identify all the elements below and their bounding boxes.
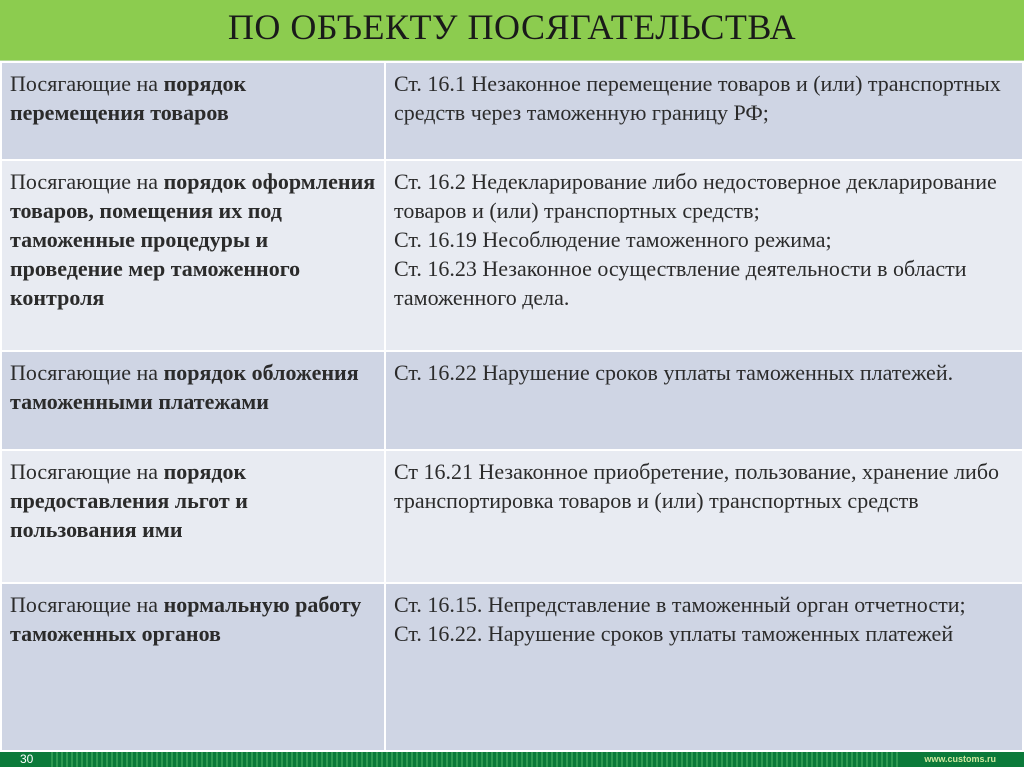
article-line: Ст. 16.22. Нарушение сроков уплаты таможенных платежей (394, 621, 954, 646)
slide-title: ПО ОБЪЕКТУ ПОСЯГАТЕЛЬСТВА (227, 7, 797, 47)
article-line: Ст. 16.22 Нарушение сроков уплаты таможенных платежей. (394, 360, 954, 385)
offense-table (0, 61, 1024, 752)
article-line: Ст 16.21 Незаконное приобретение, пользование, хранение либо транспортировка товаров и (или) транспортных средств (394, 459, 1000, 513)
object-bold: нормальную работу таможенных органов (10, 592, 362, 646)
object-bold: порядок обложения таможенными платежами (10, 360, 359, 414)
footer-stripe (48, 752, 900, 767)
object-cell (1, 450, 385, 583)
object-prefix: Посягающие на (10, 71, 164, 96)
object-bold: порядок предоставления льгот и пользования ими (10, 459, 248, 542)
articles-cell (385, 351, 1023, 450)
table-row (1, 351, 1023, 450)
articles-cell (385, 583, 1023, 751)
object-bold: порядок перемещения товаров (10, 71, 247, 125)
table-row (1, 160, 1023, 351)
articles-cell (385, 62, 1023, 160)
page-number: 30 (20, 752, 34, 766)
object-cell (1, 160, 385, 351)
object-prefix: Посягающие на (10, 169, 164, 194)
title-bar (0, 0, 1024, 61)
object-cell (1, 583, 385, 751)
object-prefix: Посягающие на (10, 360, 164, 385)
object-cell (1, 62, 385, 160)
article-line: Ст. 16.23 Незаконное осуществление деятельности в области таможенного дела. (394, 256, 967, 310)
table-row (1, 450, 1023, 583)
object-cell (1, 351, 385, 450)
article-line: Ст. 16.2 Недекларирование либо недостоверное декларирование товаров и (или) транспортных средств; (394, 169, 997, 223)
article-line: Ст. 16.1 Незаконное перемещение товаров и (или) транспортных средств через таможенную границу РФ; (394, 71, 1001, 125)
object-prefix: Посягающие на (10, 592, 164, 617)
article-line: Ст. 16.15. Непредставление в таможенный орган отчетности; (394, 592, 966, 617)
site-link[interactable]: www.customs.ru (924, 754, 996, 764)
articles-cell (385, 160, 1023, 351)
object-prefix: Посягающие на (10, 459, 164, 484)
table-row (1, 62, 1023, 160)
articles-cell (385, 450, 1023, 583)
table-row (1, 583, 1023, 751)
footer-bar (0, 752, 1024, 767)
article-line: Ст. 16.19 Несоблюдение таможенного режима; (394, 227, 832, 252)
object-bold: порядок оформления товаров, помещения их под таможенные процедуры и проведение мер таможенного контроля (10, 169, 376, 310)
